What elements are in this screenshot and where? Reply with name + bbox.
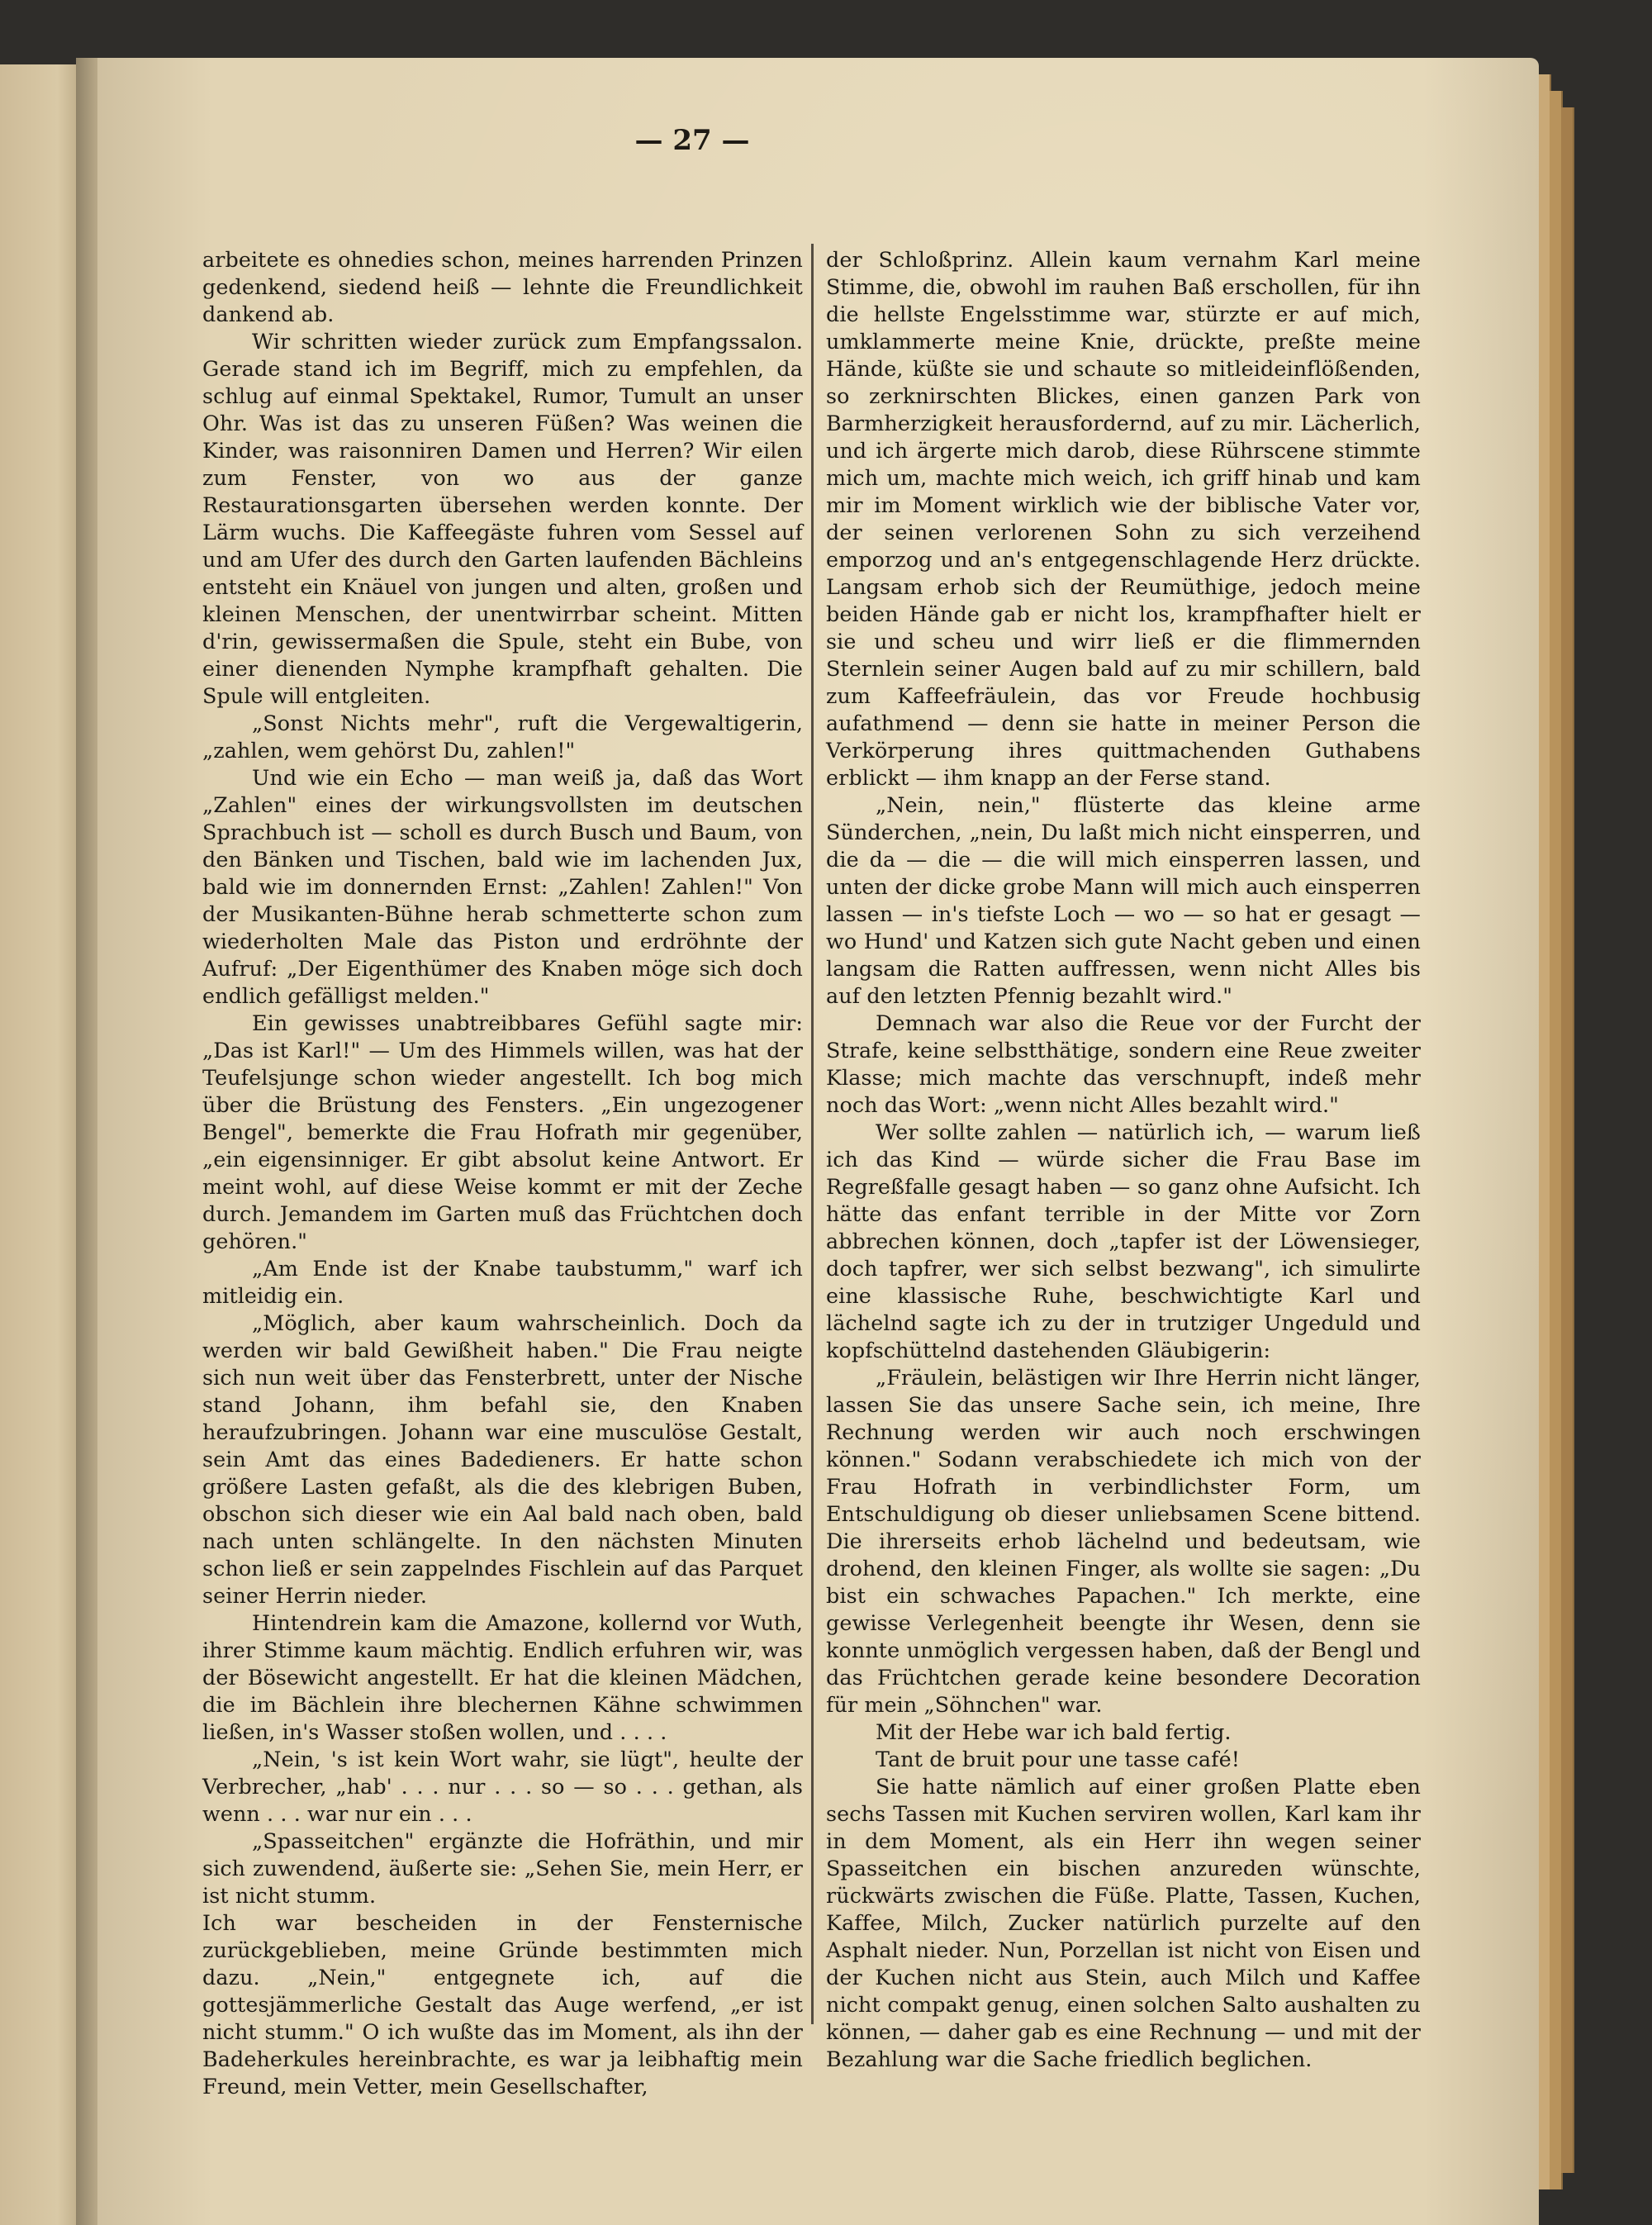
paragraph: Tant de bruit pour une tasse café! [876,1747,1241,1771]
paragraph: „Möglich, aber kaum wahrscheinlich. Doch da werden wir bald Gewißheit haben." Die Frau neigte sich nun weit über das Fensterbrett, unter der Nische stand Johann, ihm befahl sie, den Knaben heraufzubringen. Johann war eine musculöse Gestalt, sein Amt das eines Badedieners. Er hatte schon größere Lasten gefaßt, als die des klebrigen Buben, obschon sich dieser wie ein Aal bald nach oben, bald nach unten schlängelte. In den nächsten Minuten schon ließ er sein zappelndes Fischlein auf das Parquet seiner Herrin nieder. [202,1310,803,1608]
right-text-column [826,246,1421,2073]
paragraph: „Spasseitchen" ergänzte die Hofräthin, und mir sich zuwendend, äußerte sie: „Sehen Sie, mein Herr, er ist nicht stumm. [202,1828,803,1908]
paragraph: Wir schritten wieder zurück zum Empfangssalon. Gerade stand ich im Begriff, mich zu empfehlen, da schlug auf einmal Spektakel, Rumor, Tumult an unser Ohr. Was ist das zu unseren Füßen? Was weinen die Kinder, was raisonniren Damen und Herren? Wir eilen zum Fenster, von wo aus der ganze Restaurationsgarten übersehen werden konnte. Der Lärm wuchs. Die Kaffeegäste fuhren vom Sessel auf und am Ufer des durch den Garten laufenden Bächleins entsteht ein Knäuel von jungen und alten, großen und kleinen Menschen, der unentwirrbar scheint. Mitten d'rin, gewissermaßen die Spule, steht ein Bube, von einer dienenden Nymphe krampfhaft gehalten. Die Spule will entgleiten. [202,329,803,708]
paragraph: Ein gewisses unabtreibbares Gefühl sagte mir: „Das ist Karl!" — Um des Himmels willen, was hat der Teufelsjunge schon wieder angestellt. Ich bog mich über die Brüstung des Fensters. „Ein ungezogener Bengel", bemerkte die Frau Hofrath mir gegenüber, „ein eigensinniger. Er gibt absolut keine Antwort. Er meint wohl, auf diese Weise kommt er mit der Zeche durch. Jemandem im Garten muß das Früchtchen doch gehören." [202,1010,803,1253]
paragraph: Wer sollte zahlen — natürlich ich, — warum ließ ich das Kind — würde sicher die Frau Base im Regreßfalle gesagt haben — so ganz ohne Aufsicht. Ich hätte das enfant terrible in der Mitte vor Zorn abbrechen können, doch „tapfer ist der Löwensieger, doch tapfrer, wer sich selbst bezwang", ich simulirte eine klassische Ruhe, beschwichtigte Karl und lächelnd sagte ich zu der in trutziger Ungeduld und kopfschüttelnd dastehenden Gläubigerin: [826,1120,1421,1362]
paragraph: Hintendrein kam die Amazone, kollernd vor Wuth, ihrer Stimme kaum mächtig. Endlich erfuhren wir, was der Bösewicht angestellt. Er hat die kleinen Mädchen, die im Bächlein ihre blechernen Kähne schwimmen ließen, in's Wasser stoßen wollen, und . . . . [202,1610,803,1744]
paragraph: „Sonst Nichts mehr", ruft die Vergewaltigerin, „zahlen, wem gehörst Du, zahlen!" [202,711,803,763]
paragraph: „Nein, 's ist kein Wort wahr, sie lügt", heulte der Verbrecher, „hab' . . . nur . . . so — so . . . gethan, als wenn . . . war nur ein . . . [202,1747,803,1826]
column-divider [811,244,814,2024]
page-edge-stack [1561,107,1574,2173]
paragraph: Ich war bescheiden in der Fensternische zurückgeblieben, meine Gründe bestimmten mich dazu. „Nein," entgegnete ich, auf die gottesjämmerliche Gestalt das Auge werfend, „er ist nicht stumm." O ich wußte das im Moment, als ihn der Badeherkules hereinbrachte, es war ja leibhaftig mein Freund, mein Vetter, mein Gesellschafter, [202,1910,803,2099]
paragraph: Und wie ein Echo — man weiß ja, daß das Wort „Zahlen" eines der wirkungsvollsten im deutschen Sprachbuch ist — scholl es durch Busch und Baum, von den Bänken und Tischen, bald wie im lachenden Jux, bald wie im donnernden Ernst: „Zahlen! Zahlen!" Von der Musikanten-Bühne herab schmetterte schon zum wiederholten Male das Piston und erdröhnte der Aufruf: „Der Eigenthümer des Knaben möge sich doch endlich gefälligst melden." [202,765,803,1008]
paragraph: arbeitete es ohnedies schon, meines harrenden Prinzen gedenkend, siedend heiß — lehnte die Freundlichkeit dankend ab. [202,247,803,326]
paragraph: „Am Ende ist der Knabe taubstumm," warf ich mitleidig ein. [202,1256,803,1308]
page-number [0,124,1652,157]
page-number-text: — 27 — [634,124,750,157]
paragraph: Demnach war also die Reue vor der Furcht der Strafe, keine selbstthätige, sondern eine Reue zweiter Klasse; mich machte das verschnupft, indeß mehr noch das Wort: „wenn nicht Alles bezahlt wird." [826,1010,1421,1117]
facing-page-edge [0,64,83,2225]
paragraph: der Schloßprinz. Allein kaum vernahm Karl meine Stimme, die, obwohl im rauhen Baß erschollen, für ihn die hellste Engelsstimme war, stürzte er auf mich, umklammerte meine Knie, drückte, preßte meine Hände, küßte sie und schaute so mitleideinflößenden, so zerknirschten Blickes, einen ganzen Park von Barmherzigkeit herausfordernd, auf zu mir. Lächerlich, und ich ärgerte mich darob, diese Rührscene stimmte mich um, machte mich weich, ich griff hinab und kam mir im Moment wirklich wie der biblische Vater vor, der seinen verlorenen Sohn zu sich verzeihend emporzog und an's entgegenschlagende Herz drückte. Langsam erhob sich der Reumüthige, jedoch meine beiden Hände gab er nicht los, krampfhafter hielt er sie und scheu und wirr ließ er die flimmernden Sternlein seiner Augen bald auf zu mir schillern, bald zum Kaffeefräulein, das vor Freude hochbusig aufathmend — denn sie hatte in meiner Person die Verkörperung ihres quittmachenden Guthabens erblickt — ihm knapp an der Ferse stand. [826,247,1421,790]
paragraph: „Fräulein, belästigen wir Ihre Herrin nicht länger, lassen Sie das unsere Sache sein, ich meine, Ihre Rechnung werden wir auch noch erschwingen können." Sodann verabschiedete ich mich von der Frau Hofrath in verbindlichster Form, um Entschuldigung ob dieser unliebsamen Scene bittend. Die ihrerseits erhob lächelnd und bedeutsam, wie drohend, den kleinen Finger, als wollte sie sagen: „Du bist ein schwaches Papachen." Ich merkte, eine gewisse Verlegenheit beengte ihr Wesen, denn sie konnte unmöglich vergessen haben, daß der Bengl und das Früchtchen gerade keine besondere Decoration für mein „Söhnchen" war. [826,1365,1421,1717]
paragraph: „Nein, nein," flüsterte das kleine arme Sünderchen, „nein, Du laßt mich nicht einsperren, und die da — die — die will mich einsperren lassen, und unten der dicke grobe Mann will mich auch einsperren lassen — in's tiefste Loch — wo — so hat er gesagt — wo Hund' und Katzen sich gute Nacht geben und einen langsam die Ratten auffressen, wenn nicht Alles bis auf den letzten Pfennig bezahlt wird." [826,792,1421,1008]
paragraph: Mit der Hebe war ich bald fertig. [876,1719,1232,1744]
paragraph: Sie hatte nämlich auf einer großen Platte eben sechs Tassen mit Kuchen serviren wollen, Karl kam ihr in dem Moment, als ein Herr ihn wegen seiner Spasseitchen ein bischen anzureden wünschte, rückwärts zwischen die Füße. Platte, Tassen, Kuchen, Kaffee, Milch, Zucker natürlich purzelte auf den Asphalt nieder. Nun, Porzellan ist nicht von Eisen und der Kuchen nicht aus Stein, auch Milch und Kaffee nicht compakt genug, einen solchen Salto aushalten zu können, — daher gab es eine Rechnung — und mit der Bezahlung war die Sache friedlich beglichen. [826,1774,1421,2071]
left-text-column [202,246,803,2100]
